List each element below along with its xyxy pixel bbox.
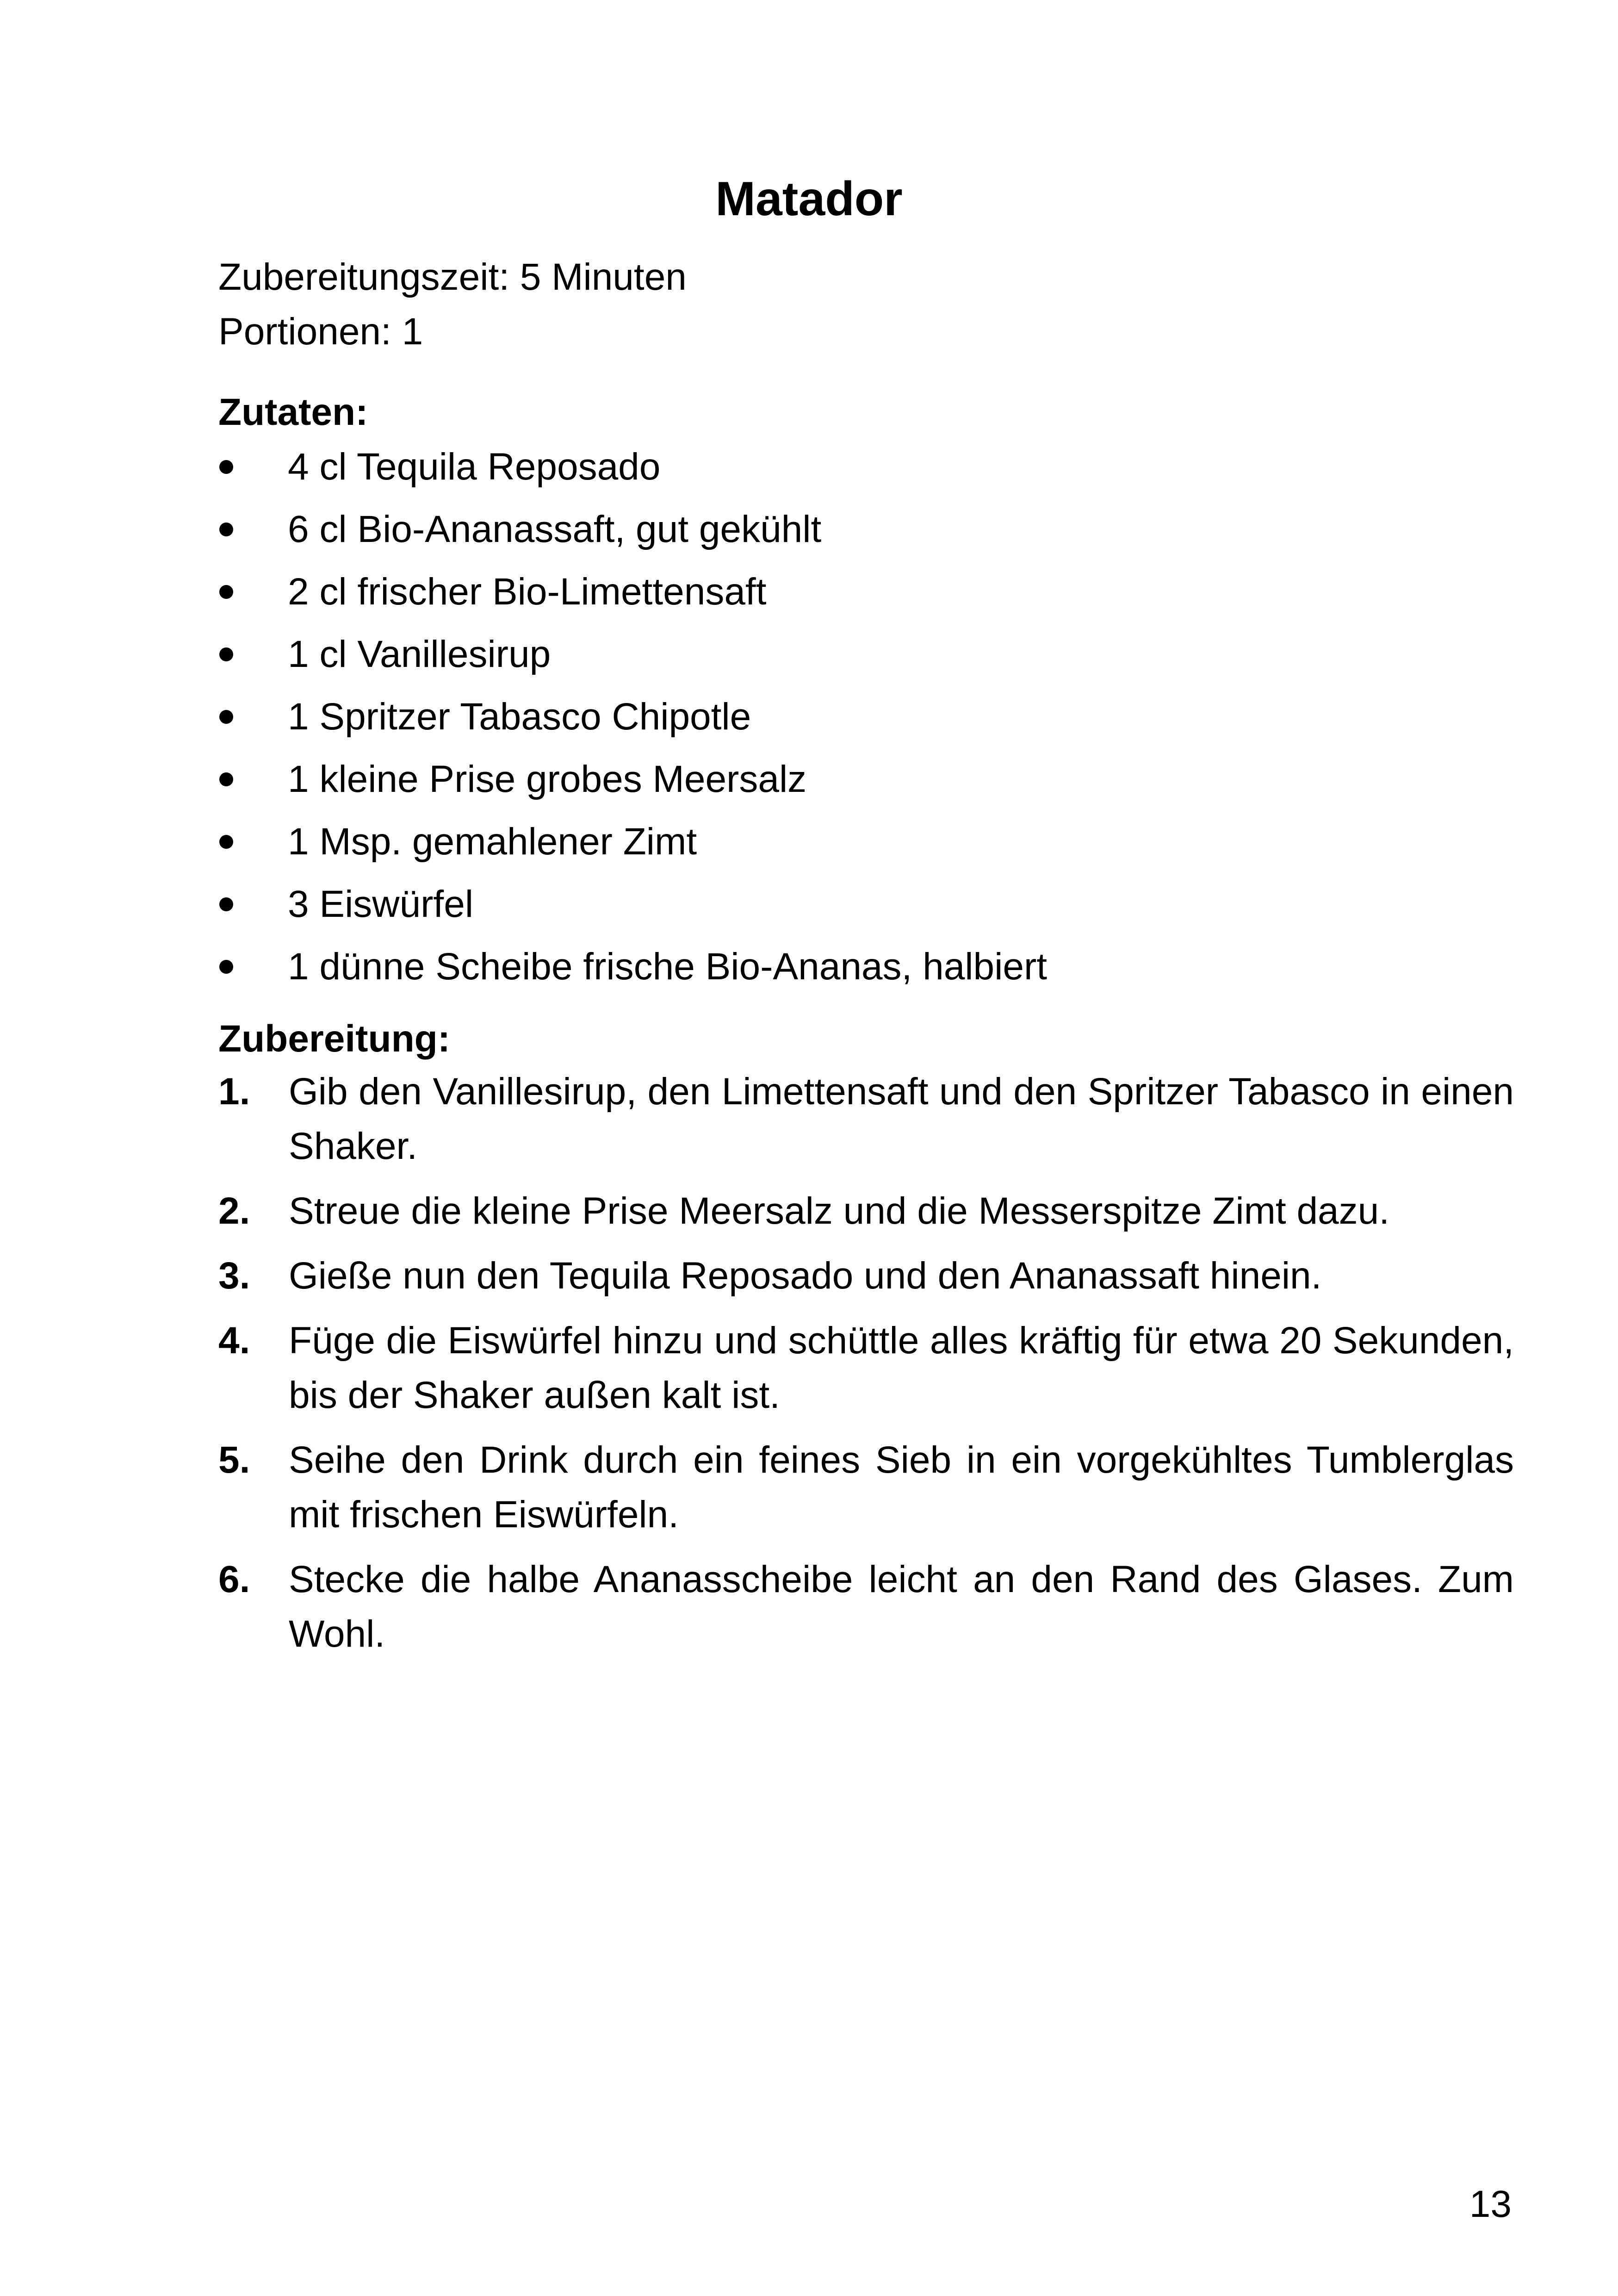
step-item xyxy=(218,1064,1514,1174)
step-item xyxy=(218,1552,1514,1661)
ingredient-item xyxy=(218,565,1514,627)
ingredient-item xyxy=(218,627,1514,690)
step-number: 1. xyxy=(218,1070,250,1113)
ingredient-text: 2 cl frischer Bio-Limettensaft xyxy=(288,571,767,613)
ingredient-item xyxy=(218,440,1514,502)
step-item xyxy=(218,1184,1514,1238)
bullet-icon xyxy=(219,585,233,599)
bullet-icon xyxy=(219,897,233,911)
ingredient-text: 6 cl Bio-Ananassaft, gut gekühlt xyxy=(288,508,822,550)
ingredient-text: 3 Eiswürfel xyxy=(288,883,474,925)
step-number: 6. xyxy=(218,1558,250,1600)
ingredient-text: 1 Spritzer Tabasco Chipotle xyxy=(288,696,751,738)
ingredient-item xyxy=(218,815,1514,877)
step-text: Stecke die halbe Ananasscheibe leicht an den Rand des Glases. Zum Wohl. xyxy=(289,1558,1514,1655)
step-number: 5. xyxy=(218,1439,250,1481)
step-number: 4. xyxy=(218,1319,250,1362)
step-number: 3. xyxy=(218,1255,250,1297)
ingredient-text: 1 Msp. gemahlener Zimt xyxy=(288,821,697,863)
ingredient-item xyxy=(218,502,1514,565)
step-item xyxy=(218,1313,1514,1423)
bullet-icon xyxy=(219,710,233,724)
bullet-icon xyxy=(219,460,233,474)
ingredient-item xyxy=(218,752,1514,815)
recipe-title: Matador xyxy=(715,172,903,226)
step-text: Seihe den Drink durch ein feines Sieb in ein vorgekühltes Tumblerglas mit frischen Eiswürfeln. xyxy=(289,1439,1514,1536)
ingredient-text: 1 cl Vanillesirup xyxy=(288,633,551,675)
step-item xyxy=(218,1433,1514,1542)
ingredient-text: 1 dünne Scheibe frische Bio-Ananas, halbiert xyxy=(288,946,1048,988)
step-text: Gib den Vanillesirup, den Limettensaft und den Spritzer Tabasco in einen Shaker. xyxy=(289,1070,1514,1167)
servings: Portionen: 1 xyxy=(218,311,423,353)
preparation-steps xyxy=(218,1064,1514,1672)
step-number: 2. xyxy=(218,1190,250,1232)
ingredient-text: 1 kleine Prise grobes Meersalz xyxy=(288,758,807,800)
ingredient-item xyxy=(218,877,1514,940)
bullet-icon xyxy=(219,647,233,661)
prep-time: Zubereitungszeit: 5 Minuten xyxy=(218,256,687,298)
step-text: Streue die kleine Prise Meersalz und die Messerspitze Zimt dazu. xyxy=(289,1190,1390,1232)
page-number: 13 xyxy=(1469,2183,1512,2225)
preparation-heading: Zubereitung: xyxy=(218,1018,451,1060)
bullet-icon xyxy=(219,772,233,786)
bullet-icon xyxy=(219,523,233,536)
ingredient-item xyxy=(218,940,1514,1002)
step-item xyxy=(218,1249,1514,1303)
ingredients-heading: Zutaten: xyxy=(218,391,368,433)
ingredient-text: 4 cl Tequila Reposado xyxy=(288,446,661,488)
bullet-icon xyxy=(219,960,233,974)
ingredient-item xyxy=(218,690,1514,752)
step-text: Gieße nun den Tequila Reposado und den Ananassaft hinein. xyxy=(289,1255,1322,1297)
recipe-meta xyxy=(218,250,687,359)
bullet-icon xyxy=(219,835,233,849)
ingredients-list xyxy=(218,440,1514,1002)
step-text: Füge die Eiswürfel hinzu und schüttle alles kräftig für etwa 20 Sekunden, bis der Shaker außen kalt ist. xyxy=(289,1319,1514,1416)
